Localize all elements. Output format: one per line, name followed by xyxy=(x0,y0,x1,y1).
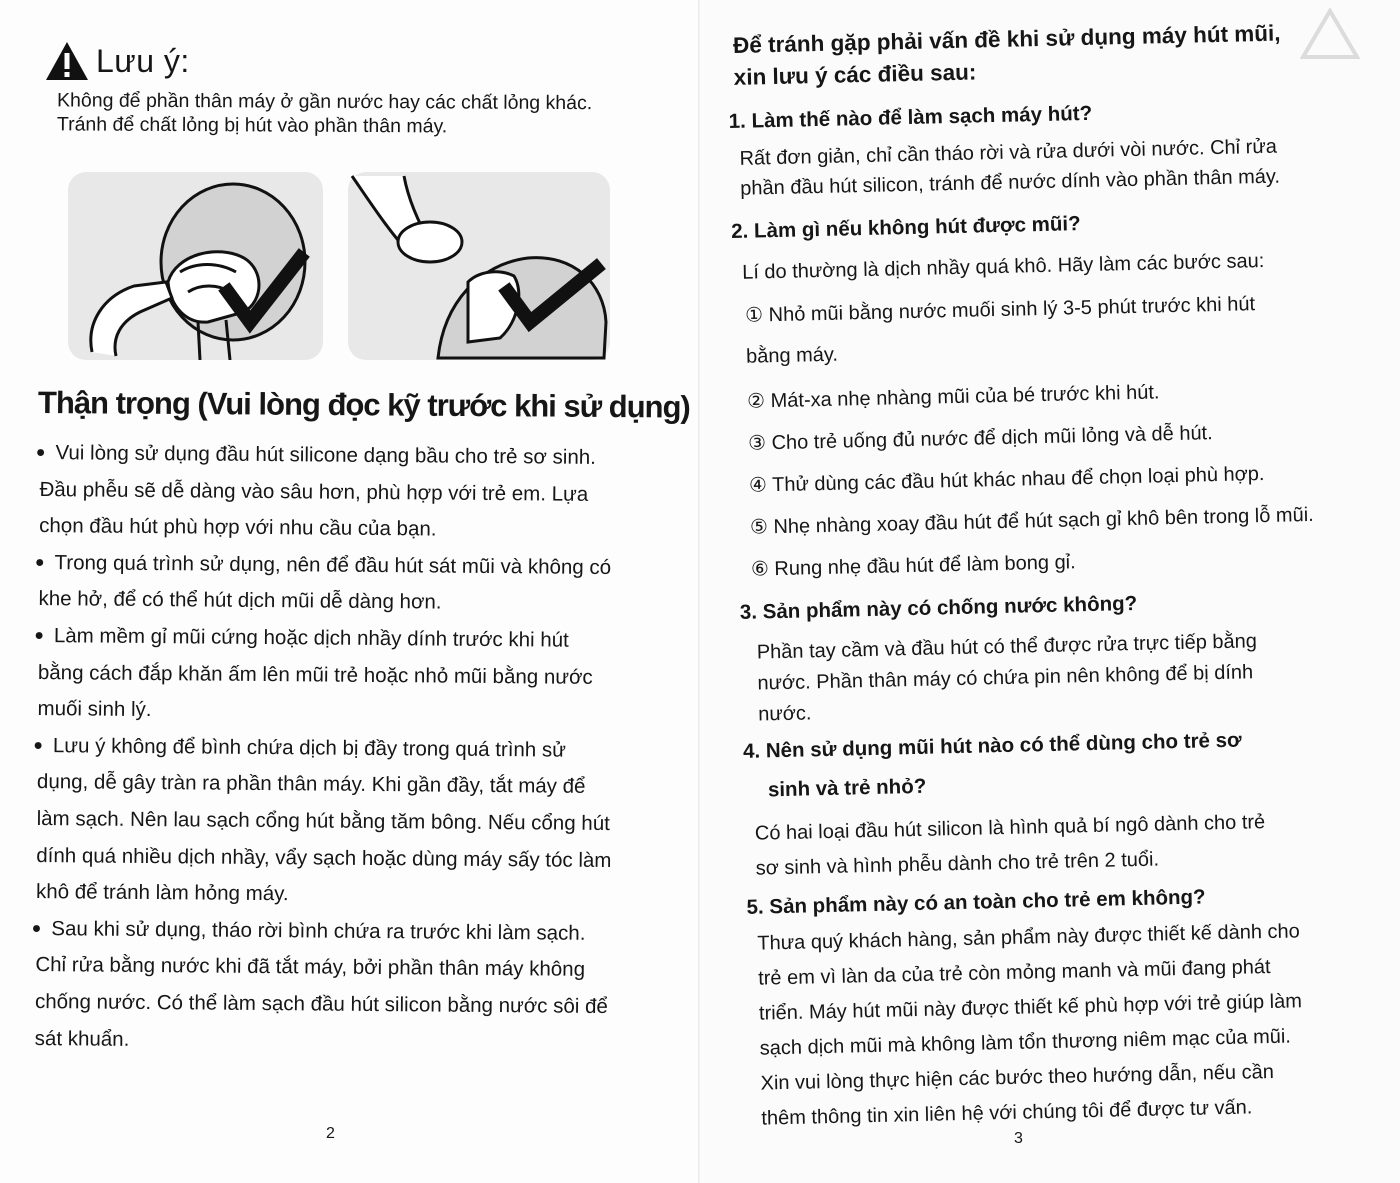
note-heading xyxy=(44,40,190,82)
faq-question: sinh và trẻ nhỏ? xyxy=(767,774,927,802)
faq-answer: Xin vui lòng thực hiện các bước theo hướng dẫn, nếu cần xyxy=(760,1060,1275,1095)
caution-line: ● Vui lòng sử dụng đầu hút silicone dạng bầu cho trẻ sơ sinh. xyxy=(36,435,666,477)
caution-line: Chỉ rửa bằng nước khi đã tắt máy, bởi phần thân máy không xyxy=(35,953,586,982)
warning-triangle-icon xyxy=(44,40,90,82)
right-page xyxy=(700,0,1400,1183)
faq-answer: ⑥ Rung nhẹ đầu hút để làm bong gỉ. xyxy=(750,551,1076,581)
nose-aspirator-checkmark-illustration-2 xyxy=(348,172,610,360)
faq-question: 1. Làm thế nào để làm sạch máy hút? xyxy=(728,101,1093,134)
bullet-icon: ● xyxy=(31,919,42,937)
faq-answer: Có hai loại đầu hút silicon là hình quả bí ngô dành cho trẻ xyxy=(754,811,1266,845)
note-line: Không để phần thân máy ở gần nước hay các chất lỏng khác. xyxy=(57,89,593,115)
faq-answer: ② Mát-xa nhẹ nhàng mũi của bé trước khi hút. xyxy=(746,381,1160,413)
faq-answer: triển. Máy hút mũi này được thiết kế phù hợp với trẻ giúp làm xyxy=(758,990,1303,1025)
faq-answer: ⑤ Nhẹ nhàng xoay đầu hút để hút sạch gỉ khô bên trong lỗ mũi. xyxy=(749,503,1314,539)
faq-question: 4. Nên sử dụng mũi hút nào có thể dùng cho trẻ sơ xyxy=(742,728,1242,763)
faq-answer: bằng máy. xyxy=(745,343,839,368)
caution-title: Thận trọng (Vui lòng đọc kỹ trước khi sử dụng) xyxy=(37,385,690,425)
caution-line: ● Trong quá trình sử dụng, nên để đầu hút sát mũi và không có xyxy=(35,545,665,587)
nose-aspirator-checkmark-illustration-1 xyxy=(68,172,323,360)
note-line: Tránh để chất lỏng bị hút vào phần thân máy. xyxy=(56,113,448,138)
faq-answer: sơ sinh và hình phễu dành cho trẻ trên 2 tuổi. xyxy=(755,848,1160,880)
caution-line: ● Sau khi sử dụng, tháo rời bình chứa ra trước khi làm sạch. xyxy=(32,911,662,953)
faq-answer: ④ Thử dùng các đầu hút khác nhau để chọn loại phù hợp. xyxy=(748,462,1265,497)
faq-content xyxy=(730,0,1397,1183)
bullet-icon: ● xyxy=(34,553,45,571)
faq-answer: nước. Phần thân máy có chứa pin nên không để bị dính xyxy=(757,661,1254,695)
caution-line: sát khuẩn. xyxy=(34,1026,130,1051)
caution-line: ● Lưu ý không để bình chứa dịch bị đầy trong quá trình sử xyxy=(33,728,663,770)
caution-body xyxy=(31,435,666,1063)
caution-line: ● Làm mềm gỉ mũi cứng hoặc dịch nhầy dính trước khi hút xyxy=(34,618,664,660)
note-title: Lưu ý: xyxy=(96,42,190,79)
caution-line: làm sạch. Nên lau sạch cổng hút bằng tăm bông. Nếu cổng hút xyxy=(36,806,610,835)
caution-line: chọn đầu hút phù hợp với nhu cầu của bạn. xyxy=(39,514,437,541)
caution-line: chống nước. Có thể làm sạch đầu hút silicon bằng nước sôi để xyxy=(34,989,608,1018)
caution-line: khe hở, để có thể hút dịch mũi dễ dàng hơn. xyxy=(38,587,442,614)
faq-answer: thêm thông tin xin liên hệ với chúng tôi để được tư vấn. xyxy=(761,1096,1253,1130)
faq-question: 3. Sản phẩm này có chống nước không? xyxy=(739,591,1138,624)
caution-line: khô để tránh làm hỏng máy. xyxy=(35,880,289,906)
caution-line: dính quá nhiều dịch nhầy, vẩy sạch hoặc dùng máy sấy tóc làm xyxy=(36,843,612,872)
faq-answer: ① Nhỏ mũi bằng nước muối sinh lý 3-5 phút trước khi hút xyxy=(744,293,1256,327)
faq-answer: Rất đơn giản, chỉ cần tháo rời và rửa dưới vòi nước. Chỉ rửa xyxy=(739,135,1278,170)
caution-line: bằng cách đắp khăn ấm lên mũi trẻ hoặc nhỏ mũi bằng nước xyxy=(37,660,593,689)
faq-title: Để tránh gặp phải vấn đề khi sử dụng máy hút mũi, xyxy=(732,20,1281,58)
bullet-icon: ● xyxy=(35,443,46,462)
page-number: 3 xyxy=(1014,1130,1023,1147)
faq-question: 5. Sản phẩm này có an toàn cho trẻ em không? xyxy=(746,885,1206,919)
faq-answer: ③ Cho trẻ uống đủ nước để dịch mũi lỏng và dễ hút. xyxy=(747,422,1213,455)
faq-answer: Thưa quý khách hàng, sản phẩm này được thiết kế dành cho xyxy=(757,920,1300,955)
faq-answer: trẻ em vì làn da của trẻ còn mỏng manh và mũi đang phát xyxy=(757,955,1271,990)
bullet-icon: ● xyxy=(33,736,44,754)
page-number: 2 xyxy=(326,1125,335,1142)
faq-answer: phần đầu hút silicon, tránh để nước dính vào phần thân máy. xyxy=(740,165,1281,200)
bullet-icon: ● xyxy=(34,626,44,645)
faq-answer: Phần tay cầm và đầu hút có thể được rửa trực tiếp bằng xyxy=(756,630,1258,664)
caution-line: Đầu phễu sẽ dễ dàng vào sâu hơn, phù hợp với trẻ em. Lựa xyxy=(39,477,589,506)
faq-answer: sạch dịch mũi mà không làm tổn thương niêm mạc của mũi. xyxy=(759,1025,1292,1060)
caution-line: muối sinh lý. xyxy=(37,697,152,722)
note-text xyxy=(57,88,677,139)
faq-answer: Lí do thường là dịch nhầy quá khô. Hãy làm các bước sau: xyxy=(741,249,1265,284)
caution-line: dụng, dễ gây tràn ra phần thân máy. Khi gần đầy, tắt máy để xyxy=(36,770,586,799)
faq-answer: nước. xyxy=(757,702,812,726)
faq-title: xin lưu ý các điều sau: xyxy=(733,59,977,90)
faq-question: 2. Làm gì nếu không hút được mũi? xyxy=(730,212,1081,244)
